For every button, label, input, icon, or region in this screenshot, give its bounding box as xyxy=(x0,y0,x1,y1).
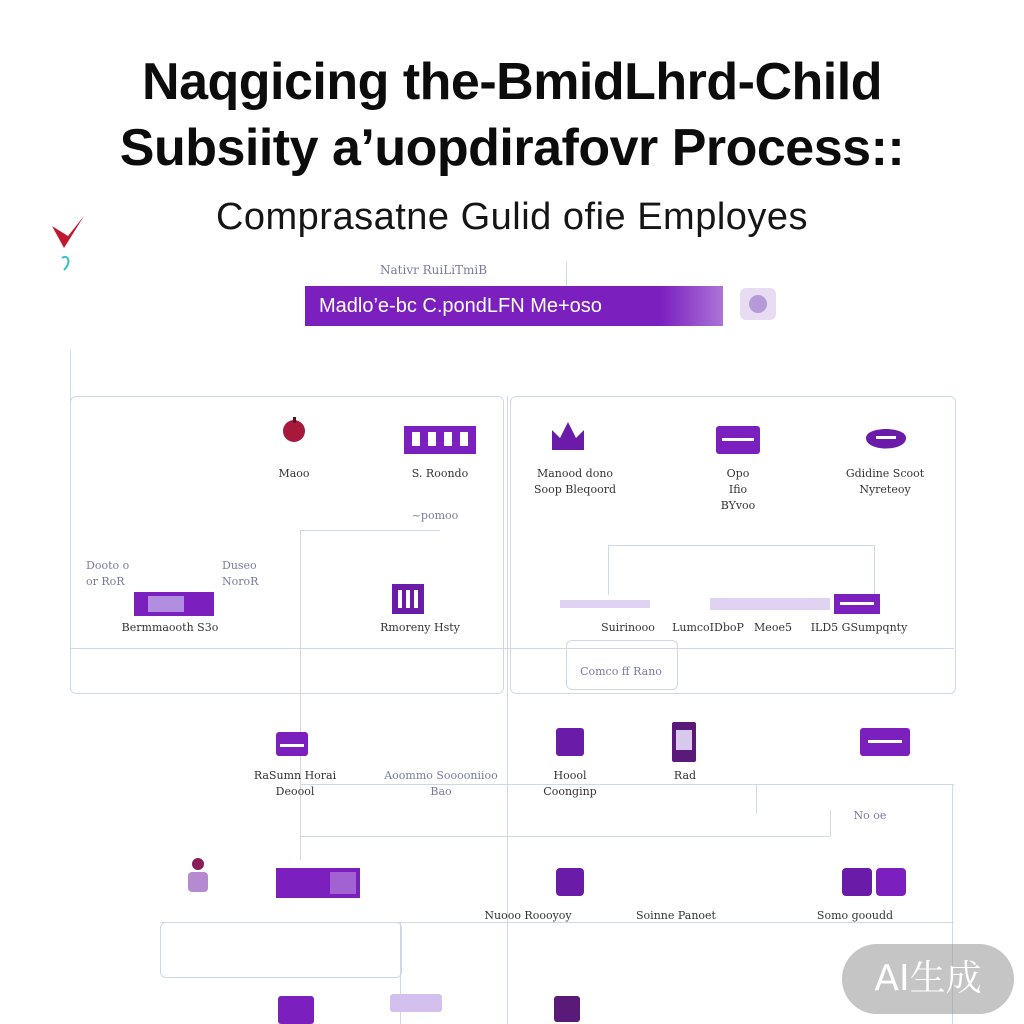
node-label: LumcoIDboP xyxy=(672,621,744,634)
pouch-icon xyxy=(862,420,910,456)
node-sublabel: ~pomoo xyxy=(411,509,459,522)
bag-icon xyxy=(276,992,316,1024)
connector xyxy=(756,784,757,814)
device-icon xyxy=(670,720,698,764)
side-label: Dooto o or RoR xyxy=(86,559,130,588)
subtitle: Comprasatne Gulid ofie Employes xyxy=(215,196,809,238)
card-icon xyxy=(274,730,310,758)
camera-icon xyxy=(736,282,780,326)
group-frame-bottom xyxy=(160,922,402,978)
ai-generated-badge: AI生成 xyxy=(842,944,1014,1014)
building-icon xyxy=(388,576,428,616)
title-line-1: Naqgicing the-BmidLhrd-Child xyxy=(142,53,882,111)
bar-icon xyxy=(560,592,650,616)
banner-texture xyxy=(660,286,723,326)
banner: Madlo’e-bc C.pondLFN Me+oso xyxy=(305,286,723,326)
node-label: Nuooo Roooyoy xyxy=(484,909,572,922)
building-icon xyxy=(402,420,478,456)
faint-header: Nativr RuiLiTmiB xyxy=(380,263,488,277)
side-label: Duseo NoroR xyxy=(222,559,259,588)
aside-label: No oe xyxy=(853,809,887,822)
title-line-2: Subsiity a’uopdirafovr Process:: xyxy=(119,119,905,177)
connector xyxy=(874,545,875,595)
person-icon xyxy=(184,856,212,896)
node-label: Aoommo Sooooniioo Bao xyxy=(384,769,498,798)
card-icon xyxy=(554,726,586,758)
connector xyxy=(300,530,301,860)
bag-icon xyxy=(554,862,586,898)
node-label: Soinne Panoet xyxy=(636,909,716,922)
panel-icon xyxy=(134,592,214,616)
connector xyxy=(507,396,508,1024)
panel-icon xyxy=(276,868,360,898)
node-label: Hoool Coonginp xyxy=(543,769,597,798)
card-icon xyxy=(714,424,762,456)
connector xyxy=(830,810,831,836)
node-label: RaSumn Horai Deoool xyxy=(253,769,337,798)
logo-mark-icon xyxy=(48,212,92,276)
bar-icon xyxy=(710,592,900,616)
connector xyxy=(608,545,609,595)
bar-icon xyxy=(390,992,442,1016)
node-label: S. Roondo xyxy=(411,467,469,480)
apple-icon xyxy=(278,414,310,446)
connector xyxy=(300,530,440,531)
connector xyxy=(566,262,567,286)
node-label: Maoo xyxy=(278,467,310,480)
node-label: Somo gooudd xyxy=(816,909,894,922)
card-icon xyxy=(858,726,912,758)
node-label: Meoe5 xyxy=(754,621,792,634)
bag-icon xyxy=(840,864,908,898)
connector xyxy=(70,648,954,649)
mini-box-label: Comco ff Rano xyxy=(580,665,662,678)
connector xyxy=(300,836,830,837)
crown-icon xyxy=(548,416,588,456)
node-label: Opo Ifio BYvoo xyxy=(720,467,756,512)
connector xyxy=(608,545,874,546)
node-label: Manood dono Soop Bleqoord xyxy=(533,467,617,496)
node-label: Rad xyxy=(673,769,697,782)
node-label: Bermmaooth S3o xyxy=(121,621,219,634)
node-label: Rmoreny Hsty xyxy=(380,621,460,634)
node-label: Gdidine Scoot Nyreteoy xyxy=(845,467,925,496)
device-icon xyxy=(552,994,582,1024)
node-label: ILD5 GSumpqnty xyxy=(810,621,908,634)
node-label: Suirinooo xyxy=(601,621,655,634)
